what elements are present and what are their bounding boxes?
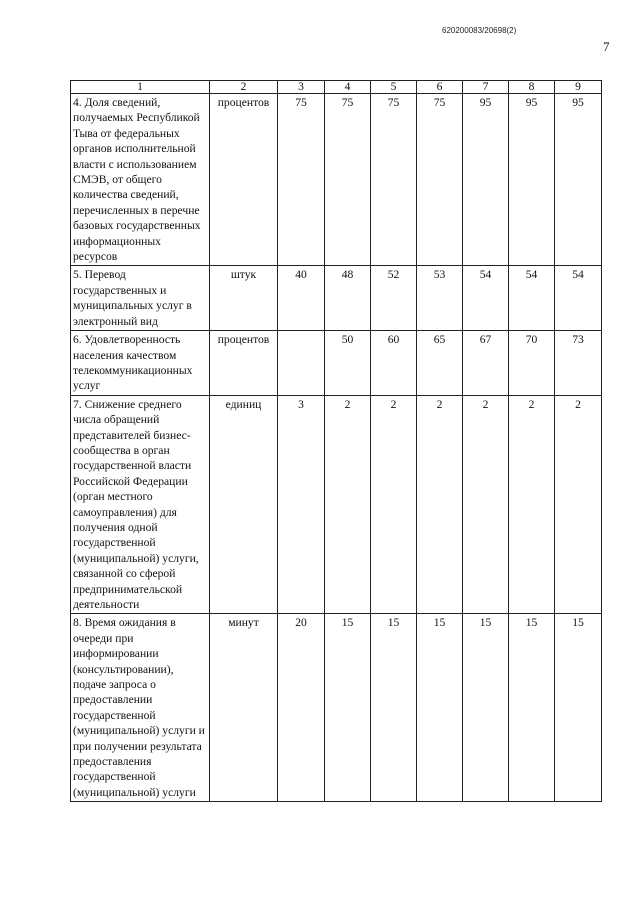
indicator-value: 95 xyxy=(509,94,555,266)
indicator-value: 65 xyxy=(417,331,463,396)
indicator-value: 15 xyxy=(509,614,555,802)
indicator-value: 50 xyxy=(325,331,371,396)
indicator-value: 15 xyxy=(417,614,463,802)
indicator-value: 95 xyxy=(463,94,509,266)
indicator-value: 2 xyxy=(417,395,463,614)
indicator-value: 2 xyxy=(555,395,602,614)
indicator-unit: штук xyxy=(210,266,278,331)
document-code: 620200083/20698(2) xyxy=(442,26,517,35)
indicator-value: 73 xyxy=(555,331,602,396)
indicator-name: 6. Удовлетворенность населения качеством телекоммуникационных услуг xyxy=(71,331,210,396)
table-row xyxy=(71,614,602,802)
indicator-value: 70 xyxy=(509,331,555,396)
indicator-name: 7. Снижение среднего числа обращений представителей бизнес-сообщества в орган государственной власти Российской Федерации (орган местного самоуправления) для получения одной государственной (муниципальной) услуги, связанной со сферой предпринимательской деятельности xyxy=(71,395,210,614)
indicators-table xyxy=(70,80,602,802)
indicator-value: 2 xyxy=(371,395,417,614)
indicator-value: 52 xyxy=(371,266,417,331)
table-row xyxy=(71,395,602,614)
indicator-value: 54 xyxy=(463,266,509,331)
indicator-value: 40 xyxy=(278,266,325,331)
table-row xyxy=(71,331,602,396)
column-header: 5 xyxy=(371,81,417,94)
column-header: 6 xyxy=(417,81,463,94)
indicator-name: 8. Время ожидания в очереди при информировании (консультировании), подаче запроса о предоставлении государственной (муниципальной) услуги и при получении результата предоставления государственной (муниципальной) услуги xyxy=(71,614,210,802)
indicator-value: 53 xyxy=(417,266,463,331)
indicator-value: 48 xyxy=(325,266,371,331)
indicator-unit: единиц xyxy=(210,395,278,614)
column-header: 1 xyxy=(71,81,210,94)
column-header: 8 xyxy=(509,81,555,94)
indicator-unit: минут xyxy=(210,614,278,802)
indicator-unit: процентов xyxy=(210,94,278,266)
indicator-value: 3 xyxy=(278,395,325,614)
indicator-value xyxy=(278,331,325,396)
indicator-value: 75 xyxy=(278,94,325,266)
indicator-value: 2 xyxy=(463,395,509,614)
indicator-name: 5. Перевод государственных и муниципальных услуг в электронный вид xyxy=(71,266,210,331)
indicator-value: 60 xyxy=(371,331,417,396)
indicator-value: 15 xyxy=(371,614,417,802)
indicator-value: 75 xyxy=(371,94,417,266)
indicator-value: 54 xyxy=(555,266,602,331)
indicator-unit: процентов xyxy=(210,331,278,396)
indicator-value: 75 xyxy=(417,94,463,266)
indicator-value: 54 xyxy=(509,266,555,331)
indicator-value: 20 xyxy=(278,614,325,802)
column-header: 4 xyxy=(325,81,371,94)
indicator-value: 15 xyxy=(463,614,509,802)
indicator-value: 15 xyxy=(555,614,602,802)
column-header: 3 xyxy=(278,81,325,94)
indicator-value: 67 xyxy=(463,331,509,396)
page-number: 7 xyxy=(603,39,610,54)
table-header-row xyxy=(71,81,602,94)
column-header: 2 xyxy=(210,81,278,94)
indicator-value: 75 xyxy=(325,94,371,266)
table-row xyxy=(71,94,602,266)
indicator-value: 2 xyxy=(509,395,555,614)
column-header: 9 xyxy=(555,81,602,94)
indicator-value: 95 xyxy=(555,94,602,266)
indicator-value: 2 xyxy=(325,395,371,614)
table-row xyxy=(71,266,602,331)
indicator-value: 15 xyxy=(325,614,371,802)
column-header: 7 xyxy=(463,81,509,94)
indicator-name: 4. Доля сведений, получаемых Республикой Тыва от федеральных органов исполнительной власти с использованием СМЭВ, от общего количества сведений, перечисленных в перечне базовых государственных информационных ресурсов xyxy=(71,94,210,266)
